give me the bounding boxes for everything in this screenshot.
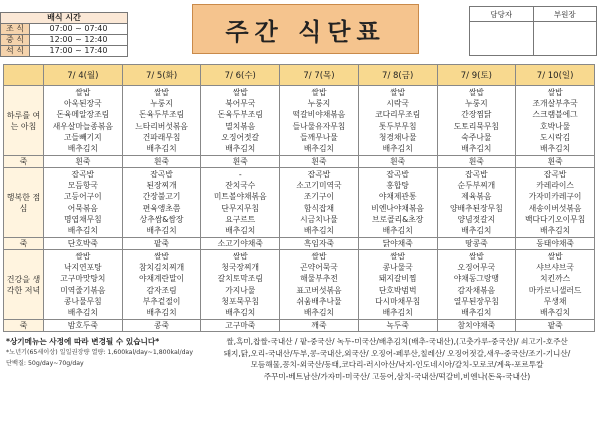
menu-item: 간장불고기 <box>142 192 181 202</box>
soup-cell: 깨죽 <box>280 320 359 332</box>
menu-item: 단무지무침 <box>221 203 260 213</box>
menu-item: 톳두부무침 <box>378 121 417 131</box>
soup-cell: 흰죽 <box>358 156 437 168</box>
menu-item: 시락국 <box>386 98 409 108</box>
menu-cell <box>437 86 516 156</box>
menu-item: 배추김치 <box>225 144 256 154</box>
soup-cell: 땅콩죽 <box>437 238 516 250</box>
weekly-menu-table <box>3 64 595 332</box>
meal-label: 건강을 생각한 저녁 <box>4 250 44 320</box>
menu-item: 미역줄기볶음 <box>60 285 106 295</box>
menu-item: 멸치볶음 <box>225 121 256 131</box>
meal-time-value: 12:00 ~ 12:40 <box>30 35 128 46</box>
menu-item: 숙주나물 <box>461 132 492 142</box>
day-header: 7/ 6(수) <box>201 65 280 86</box>
menu-cell <box>201 168 280 238</box>
menu-item: 들깨무나물 <box>300 132 338 142</box>
menu-item: 오징어무국 <box>457 262 496 272</box>
menu-item: 해물부추전 <box>300 274 338 284</box>
notes-left <box>6 336 206 369</box>
menu-item: 시금치나물 <box>300 214 338 224</box>
menu-item: 배추김치 <box>303 308 335 318</box>
menu-item: 쌀밥 <box>311 251 327 261</box>
soup-label: 죽 <box>4 156 44 168</box>
menu-item: 누룽지 <box>307 98 331 108</box>
menu-item: 배추김치 <box>225 308 256 318</box>
menu-item: 미트볼야채볶음 <box>213 192 267 202</box>
menu-item: 쌀밥 <box>75 87 91 97</box>
meal-time-label: 중 식 <box>1 35 30 46</box>
menu-item: 단호박범벅 <box>378 285 417 295</box>
menu-item: 돈육두부조림 <box>217 110 263 120</box>
menu-item: 돈육두부조림 <box>138 110 185 120</box>
meal-row-breakfast <box>4 86 595 156</box>
menu-item: 북어무국 <box>225 98 256 108</box>
menu-item: 배추김치 <box>382 308 413 318</box>
menu-item: 배추김치 <box>67 144 98 154</box>
menu-item: 건파래무침 <box>142 132 181 142</box>
menu-cell <box>122 168 201 238</box>
menu-item: 명엽채무침 <box>64 214 102 224</box>
signature-box-vice-director <box>533 22 597 56</box>
soup-cell: 콩죽 <box>122 320 201 332</box>
page-title: 주간 식단표 <box>192 4 419 54</box>
menu-item: 배추김치 <box>540 226 571 236</box>
day-header: 7/ 8(금) <box>358 65 437 86</box>
meal-time-label: 석 식 <box>1 46 30 57</box>
menu-item: 청국장찌개 <box>221 262 260 272</box>
soup-cell: 참치야채죽 <box>437 320 516 332</box>
menu-item: 쌀밥 <box>390 87 406 97</box>
menu-item: 편육앵초쯤 <box>142 203 181 213</box>
menu-item: 배추김치 <box>67 308 98 318</box>
soup-cell: 흰죽 <box>280 156 359 168</box>
soup-cell: 흰죽 <box>437 156 516 168</box>
menu-cell <box>280 168 359 238</box>
soup-cell: 흰죽 <box>516 156 595 168</box>
protein-note: 단백질: 50g/day~70g/day <box>6 360 84 367</box>
menu-item: 누룽지 <box>150 98 173 108</box>
menu-item: 쌀밥 <box>547 251 563 261</box>
menu-item: 잡곡밥 <box>150 169 173 179</box>
menu-item: 갈치토막조림 <box>217 274 263 284</box>
menu-cell <box>122 86 201 156</box>
soup-cell: 흰죽 <box>201 156 280 168</box>
menu-item: 떡갈비야채볶음 <box>292 110 346 120</box>
menu-cell <box>358 250 437 320</box>
menu-cell <box>516 86 595 156</box>
menu-item: 순두부찌개 <box>457 180 496 190</box>
menu-item: 홍합탕 <box>386 180 409 190</box>
menu-item: - <box>238 169 242 179</box>
menu-item: 오징어젓갈 <box>221 132 260 142</box>
menu-item: 청포묵무침 <box>221 296 260 306</box>
menu-item: 쌀밥 <box>154 87 170 97</box>
soup-cell: 단호박죽 <box>44 238 123 250</box>
menu-item: 배추김치 <box>303 226 335 236</box>
menu-item: 배추김치 <box>146 144 177 154</box>
day-header-row <box>4 65 595 86</box>
menu-item: 감자조림 <box>146 285 177 295</box>
menu-item: 카레라이스 <box>536 180 574 190</box>
origin-line: 모듬해물,꽁치-외국산/동태,코다리-러시아산/낙지-인도네시아/갈치-모로코/계육-포르투칼 <box>250 360 544 370</box>
menu-item: 백다다기오이무침 <box>524 214 586 224</box>
menu-item: 제육볶음 <box>461 192 492 202</box>
meal-time-table <box>0 12 128 57</box>
menu-item: 간장찜닭 <box>461 110 492 120</box>
menu-cell <box>44 250 123 320</box>
menu-item: 양배추된장무침 <box>450 203 503 213</box>
menu-item: 쌀밥 <box>468 87 484 97</box>
menu-item: 요구르트 <box>225 214 256 224</box>
menu-item: 고들빼기지 <box>64 132 102 142</box>
soup-cell: 동태야채죽 <box>516 238 595 250</box>
menu-item: 잔치국수 <box>225 180 256 190</box>
day-header: 7/ 5(화) <box>122 65 201 86</box>
menu-item: 마카로니샐러드 <box>528 285 582 295</box>
menu-item: 쌀밥 <box>75 251 91 261</box>
menu-item: 잡곡밥 <box>307 169 331 179</box>
menu-item: 곤약어묵국 <box>300 262 338 272</box>
menu-cell <box>122 250 201 320</box>
menu-item: 쌀밥 <box>232 87 248 97</box>
soup-cell: 흰죽 <box>122 156 201 168</box>
soup-row <box>4 156 595 168</box>
menu-item: 치킨까스 <box>540 274 571 284</box>
menu-item: 배추김치 <box>540 144 571 154</box>
menu-item: 다시마채무침 <box>375 296 421 306</box>
menu-cell <box>44 86 123 156</box>
menu-item: 배추김치 <box>461 144 492 154</box>
menu-item: 샤브샤브국 <box>536 262 574 272</box>
origin-notes <box>196 336 598 382</box>
menu-item: 쌀밥 <box>547 87 563 97</box>
menu-item: 누룽지 <box>465 98 488 108</box>
menu-item: 배추김치 <box>461 226 492 236</box>
day-header: 7/ 10(일) <box>516 65 595 86</box>
meal-label: 하루를 여는 아침 <box>4 86 44 156</box>
menu-item: 배추김치 <box>461 308 492 318</box>
menu-item: 돈육메알장조림 <box>56 110 110 120</box>
meal-time-header: 배식 시간 <box>1 13 128 24</box>
menu-item: 잡곡밥 <box>386 169 409 179</box>
menu-item: 쌀밥 <box>311 87 327 97</box>
menu-item: 배추김치 <box>67 226 98 236</box>
meal-row-dinner <box>4 250 595 320</box>
menu-item: 소고기미역국 <box>296 180 342 190</box>
soup-cell: 흑임자죽 <box>280 238 359 250</box>
menu-cell <box>280 86 359 156</box>
menu-item: 고구마맛탕치 <box>60 274 106 284</box>
meal-time-label: 조 식 <box>1 24 30 35</box>
menu-item: 배추김치 <box>146 308 177 318</box>
menu-item: 도토리묵무침 <box>453 121 499 131</box>
signature-box-manager <box>470 22 534 56</box>
menu-item: 잡곡밥 <box>543 169 567 179</box>
menu-item: 느타리버섯볶음 <box>135 121 188 131</box>
day-header: 7/ 7(목) <box>280 65 359 86</box>
menu-item: 함식잡채 <box>303 203 335 213</box>
menu-item: 상추쌈&쌈장 <box>139 214 184 224</box>
soup-row <box>4 238 595 250</box>
signature-label-manager: 담당자 <box>470 7 534 22</box>
menu-item: 쌀밥 <box>390 251 406 261</box>
menu-item: 가자미카레구이 <box>528 192 582 202</box>
menu-item: 콩나물국 <box>382 262 413 272</box>
soup-cell: 닭야채죽 <box>358 238 437 250</box>
menu-item: 잡곡밥 <box>71 169 95 179</box>
menu-item: 배추김치 <box>382 144 413 154</box>
menu-item: 낙지연포탕 <box>64 262 102 272</box>
menu-item: 된장찌개 <box>146 180 177 190</box>
menu-item: 배추김치 <box>146 226 177 236</box>
change-notice: *상기메뉴는 사정에 따라 변경될 수 있습니다* <box>6 337 160 346</box>
menu-item: 조기구이 <box>303 192 335 202</box>
menu-cell <box>516 168 595 238</box>
menu-cell <box>201 86 280 156</box>
menu-item: 스크램블에그 <box>532 110 578 120</box>
menu-item: 표고버섯볶음 <box>296 285 342 295</box>
menu-item: 무생채 <box>543 296 567 306</box>
menu-item: 쉬움배추나물 <box>296 296 342 306</box>
menu-item: 야채제관통 <box>378 192 417 202</box>
menu-cell <box>437 250 516 320</box>
menu-item: 고등어구이 <box>64 192 102 202</box>
menu-item: 쌀밥 <box>468 251 484 261</box>
menu-item: 새송이버섯볶음 <box>528 203 582 213</box>
menu-cell <box>516 250 595 320</box>
corner-cell <box>4 65 44 86</box>
menu-item: 배추김치 <box>382 226 413 236</box>
menu-item: 야채계란말이 <box>138 274 185 284</box>
signature-label-vice-director: 부원장 <box>533 7 597 22</box>
menu-item: 들나물유자무침 <box>292 121 346 131</box>
calorie-note: *노년기(65세이상) 일일권장량 열량: 1,600kal/day~1,800kal/day <box>6 349 193 356</box>
day-header: 7/ 4(월) <box>44 65 123 86</box>
menu-item: 야채동그랑땡 <box>453 274 499 284</box>
menu-item: 모듬항국 <box>67 180 98 190</box>
soup-cell: 흰죽 <box>44 156 123 168</box>
menu-item: 콩나물무침 <box>64 296 102 306</box>
menu-item: 브로콜리&초장 <box>372 214 424 224</box>
meal-label: 행복한 점심 <box>4 168 44 238</box>
menu-item: 호박나물 <box>540 121 571 131</box>
soup-cell: 녹두죽 <box>358 320 437 332</box>
menu-item: 코다리무조림 <box>375 110 421 120</box>
menu-item: 배추김치 <box>225 226 256 236</box>
soup-cell: 팥죽 <box>516 320 595 332</box>
soup-cell: 소고기야채죽 <box>201 238 280 250</box>
meal-time-value: 17:00 ~ 17:40 <box>30 46 128 57</box>
meal-row-lunch <box>4 168 595 238</box>
menu-cell <box>358 86 437 156</box>
menu-item: 열무된장무침 <box>453 296 499 306</box>
menu-item: 양념젓갈지 <box>457 214 496 224</box>
soup-row <box>4 320 595 332</box>
origin-line: 주꾸미-베트남산/가자미-미국산/ 고등어,삼치-국내산/떡갈비,비엔나(돈육-국내산) <box>263 371 531 381</box>
meal-time-value: 07:00 ~ 07:40 <box>30 24 128 35</box>
origin-line: 돼지,닭,오리-국내산/두부,콩-국내산,외국산/ 오징어-페루산,칠레산/ 오징어젓갈,새우-중국산/조기-기니산/ <box>223 348 571 358</box>
menu-cell <box>280 250 359 320</box>
menu-cell <box>358 168 437 238</box>
menu-item: 감자채볶음 <box>457 285 496 295</box>
menu-cell <box>437 168 516 238</box>
menu-item: 쌀밥 <box>154 251 170 261</box>
menu-item: 가지나물 <box>225 285 256 295</box>
soup-label: 죽 <box>4 320 44 332</box>
menu-cell <box>201 250 280 320</box>
menu-item: 조개살부추국 <box>532 98 578 108</box>
menu-item: 아욱된장국 <box>64 98 102 108</box>
menu-item: 잡곡밥 <box>465 169 488 179</box>
menu-item: 새우살마늘종볶음 <box>52 121 113 131</box>
soup-cell: 고구마죽 <box>201 320 280 332</box>
menu-item: 부추겉절이 <box>142 296 181 306</box>
menu-item: 어묵볶음 <box>67 203 98 213</box>
menu-cell <box>44 168 123 238</box>
signature-table <box>469 6 597 56</box>
menu-item: 비엔나야채볶음 <box>371 203 425 213</box>
menu-item: 도시락김 <box>540 132 571 142</box>
origin-line: 쌀,흑미,찹쌀-국내산 / 팥-중국산/ 녹두-미국산/배추김치(배추-국내산),(고춧가루-중국산)/ 쇠고기-호주산 <box>226 337 568 346</box>
menu-item: 배추김치 <box>303 144 335 154</box>
soup-cell: 밤호두죽 <box>44 320 123 332</box>
menu-item: 쌀밥 <box>232 251 248 261</box>
menu-item: 배추김치 <box>540 308 571 318</box>
menu-item: 참치김치찌개 <box>138 262 185 272</box>
menu-item: 돼지갈비찜 <box>378 274 417 284</box>
menu-item: 청경채나물 <box>378 132 417 142</box>
soup-cell: 팥죽 <box>122 238 201 250</box>
day-header: 7/ 9(토) <box>437 65 516 86</box>
soup-label: 죽 <box>4 238 44 250</box>
